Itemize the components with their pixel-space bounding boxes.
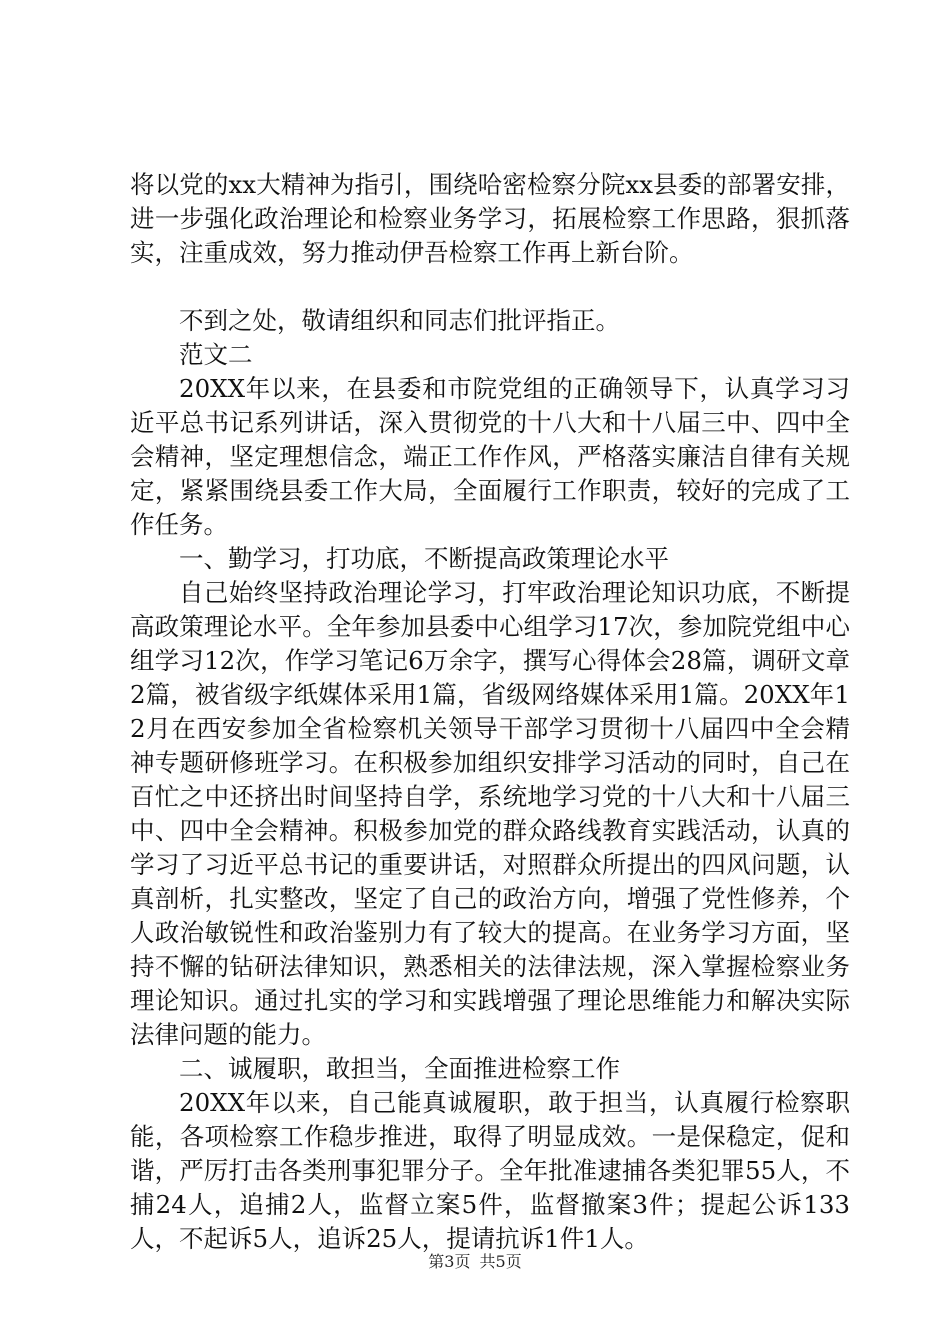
paragraph-closing-remark: 不到之处，敬请组织和同志们批评指正。: [179, 306, 620, 335]
section-heading-sample-two: 范文二: [179, 340, 253, 369]
page-number: 第3页: [428, 1252, 471, 1271]
paragraph-duty: 20XX年以来，自己能真诚履职，敢于担当，认真履行检察职能，各项检察工作稳步推进，取得了明显成效。一是保稳定，促和谐，严厉打击各类刑事犯罪分子。全年批准逮捕各类犯罪55人，不捕24人，追捕2人，监督立案5件，监督撤案3件；提起公诉133人，不起诉5人，追诉25人，提请抗诉1件1人。: [130, 1088, 850, 1253]
page-total: 共5页: [479, 1252, 522, 1271]
document-body: [130, 168, 850, 1256]
section-heading-duty: 二、诚履职，敢担当，全面推进检察工作: [179, 1054, 620, 1083]
paragraph-intro: 20XX年以来，在县委和市院党组的正确领导下，认真学习习近平总书记系列讲话，深入贯彻党的十八大和十八届三中、四中全会精神，坚定理想信念，端正工作作风，严格落实廉洁自律有关规定，紧紧围绕县委工作大局，全面履行工作职责，较好的完成了工作任务。: [130, 374, 850, 539]
page-footer: [0, 1249, 950, 1272]
section-heading-study: 一、勤学习，打功底，不断提高政策理论水平: [179, 544, 669, 573]
paragraph-study: 自己始终坚持政治理论学习，打牢政治理论知识功底，不断提高政策理论水平。全年参加县委中心组学习17次，参加院党组中心组学习12次，作学习笔记6万余字，撰写心得体会28篇，调研文章2篇，被省级字纸媒体采用1篇，省级网络媒体采用1篇。20XX年12月在西安参加全省检察机关领导干部学习贯彻十八届四中全会精神专题研修班学习。在积极参加组织安排学习活动的同时，自己在百忙之中还挤出时间坚持自学，系统地学习党的十八大和十八届三中、四中全会精神。积极参加党的群众路线教育实践活动，认真的学习了习近平总书记的重要讲话，对照群众所提出的四风问题，认真剖析，扎实整改，坚定了自己的政治方向，增强了党性修养，个人政治敏锐性和政治鉴别力有了较大的提高。在业务学习方面，坚持不懈的钻研法律知识，熟悉相关的法律法规，深入掌握检察业务理论知识。通过扎实的学习和实践增强了理论思维能力和解决实际法律问题的能力。: [130, 578, 850, 1049]
paragraph-closing-plan: 将以党的xx大精神为指引，围绕哈密检察分院xx县委的部署安排，进一步强化政治理论和检察业务学习，拓展检察工作思路，狠抓落实，注重成效，努力推动伊吾检察工作再上新台阶。: [130, 170, 850, 267]
